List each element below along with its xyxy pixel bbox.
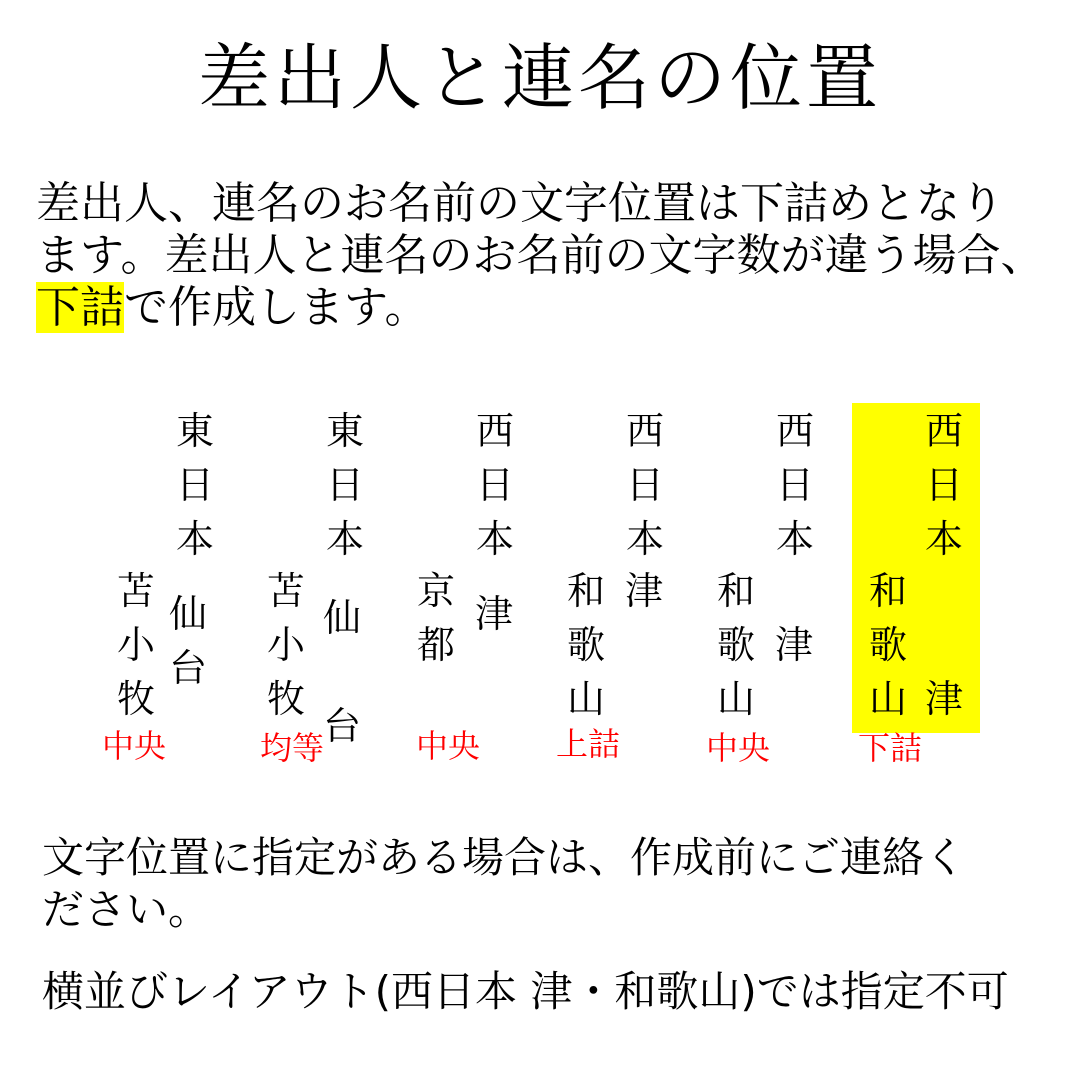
note-line-2: ださい。 [42, 885, 211, 934]
name-char: 小 [116, 623, 155, 667]
name-char: 本 [775, 517, 814, 561]
name-char: 本 [175, 517, 214, 561]
name-char: 和 [566, 569, 605, 613]
intro-line-1: 差出人、連名のお名前の文字位置は下詰めとなり [36, 178, 1004, 229]
left-name [716, 564, 756, 726]
name-char: 日 [475, 463, 514, 507]
intro-line-2: ます。差出人と連名のお名前の文字数が違う場合、 [36, 230, 1045, 281]
name-char: 台 [168, 646, 207, 690]
left-name [566, 564, 606, 726]
left-name [868, 564, 908, 726]
intro-text [36, 178, 1056, 334]
alignment-label: 中央 [416, 727, 481, 765]
example-5 [706, 400, 830, 780]
name-char: 都 [416, 623, 455, 667]
note-line-1: 文字位置に指定がある場合は、作成前にご連絡く [42, 833, 967, 882]
name-char: 津 [624, 569, 663, 613]
right-name [474, 587, 514, 641]
name-char: 日 [625, 463, 664, 507]
top-name [475, 404, 515, 566]
intro-highlight: 下詰 [36, 282, 124, 333]
name-char: 西 [775, 409, 814, 453]
example-6 [852, 403, 980, 733]
example-4 [556, 400, 680, 780]
name-char: 西 [625, 409, 664, 453]
intro-line-3-rest: で作成します。 [124, 282, 429, 333]
name-char: 和 [868, 569, 907, 613]
name-char: 本 [325, 517, 364, 561]
top-name [924, 404, 964, 566]
example-3 [410, 400, 530, 780]
right-name [322, 564, 362, 780]
name-char: 山 [716, 677, 755, 721]
top-name [775, 404, 815, 566]
alignment-label: 均等 [260, 729, 325, 767]
example-2 [260, 400, 380, 780]
name-char: 山 [566, 677, 605, 721]
name-char: 和 [716, 569, 755, 613]
name-char: 歌 [566, 623, 605, 667]
top-name [325, 404, 365, 566]
intro-line-3 [36, 282, 1056, 334]
alignment-label-6: 下詰 [858, 729, 923, 767]
name-char: 東 [175, 409, 214, 453]
top-name [175, 404, 215, 566]
name-char: 本 [475, 517, 514, 561]
name-char: 歌 [716, 623, 755, 667]
right-name [168, 587, 208, 695]
page-title: 差出人と連名の位置 [197, 36, 882, 120]
name-char: 本 [625, 517, 664, 561]
name-char: 津 [474, 592, 513, 636]
name-char: 仙 [322, 596, 361, 640]
name-char: 山 [868, 677, 907, 721]
right-name [624, 564, 664, 618]
name-char: 日 [175, 463, 214, 507]
name-char: 台 [322, 704, 361, 748]
name-char: 日 [775, 463, 814, 507]
alignment-label: 上詰 [556, 725, 621, 763]
name-char: 本 [924, 517, 963, 561]
left-name [116, 564, 156, 726]
name-char: 苫 [266, 569, 305, 613]
left-name [266, 564, 306, 726]
name-char: 牧 [116, 677, 155, 721]
name-char: 西 [475, 409, 514, 453]
right-name [774, 618, 814, 672]
top-name [625, 404, 665, 566]
name-char: 津 [924, 677, 963, 721]
example-1 [102, 400, 230, 780]
note-line-3: 横並びレイアウト(西日本 津・和歌山)では指定不可 [42, 967, 1009, 1016]
name-char: 京 [416, 569, 455, 613]
name-char: 東 [325, 409, 364, 453]
name-char: 日 [325, 463, 364, 507]
name-char: 津 [774, 623, 813, 667]
right-name [924, 672, 964, 726]
name-char: 牧 [266, 677, 305, 721]
alignment-label: 中央 [102, 727, 167, 765]
left-name [416, 564, 456, 672]
name-char: 歌 [868, 623, 907, 667]
name-char: 小 [266, 623, 305, 667]
alignment-label: 中央 [706, 729, 771, 767]
name-char: 西 [924, 409, 963, 453]
name-char: 苫 [116, 569, 155, 613]
name-char: 日 [924, 463, 963, 507]
name-char: 仙 [168, 592, 207, 636]
